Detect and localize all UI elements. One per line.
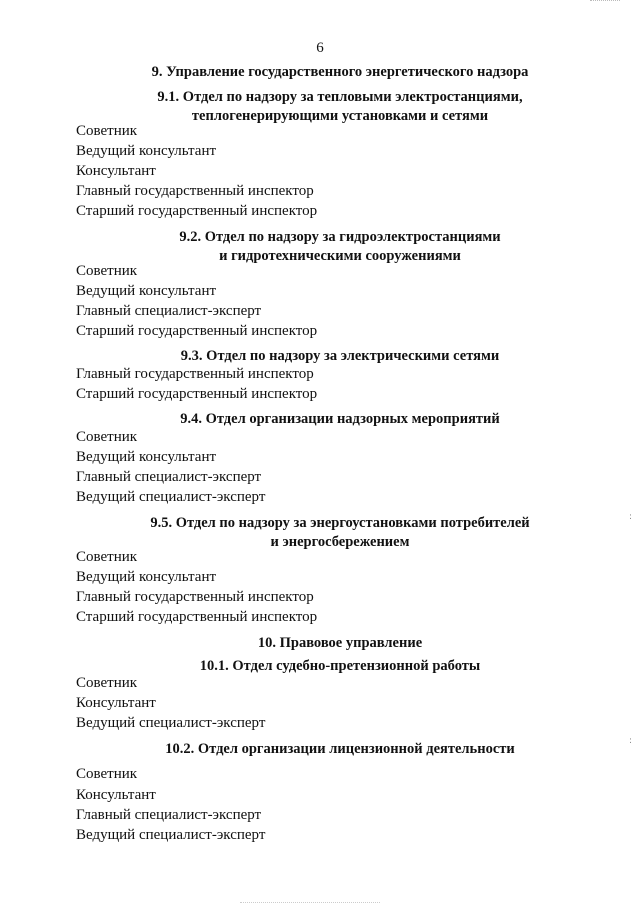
heading-section-9-1	[60, 88, 620, 126]
heading-line: 9.3. Отдел по надзору за электрическими сетями	[180, 348, 500, 364]
list-item: Советник	[76, 429, 138, 445]
scan-margin-mark: :	[628, 736, 632, 746]
heading-section-9-3	[60, 347, 620, 366]
heading-line: 9.2. Отдел по надзору за гидроэлектростанциями	[179, 229, 501, 245]
heading-section-9-5	[60, 514, 620, 552]
list-item: Ведущий специалист-эксперт	[76, 715, 266, 731]
list-item: Главный государственный инспектор	[76, 366, 314, 382]
heading-line: 9.1. Отдел по надзору за тепловыми электростанциями,	[157, 89, 523, 105]
heading-section-9	[60, 63, 620, 82]
heading-section-9-2	[60, 228, 620, 266]
list-item: Ведущий специалист-эксперт	[76, 489, 266, 505]
list-item: Советник	[76, 766, 138, 782]
heading-line: и гидротехническими сооружениями	[219, 248, 461, 264]
heading-line: 10. Правовое управление	[257, 635, 423, 651]
list-item: Ведущий консультант	[76, 283, 217, 299]
list-item: Советник	[76, 549, 138, 565]
list-item: Советник	[76, 675, 138, 691]
heading-line: 9.4. Отдел организации надзорных мероприятий	[180, 411, 500, 427]
list-item: Старший государственный инспектор	[76, 609, 318, 625]
list-item: Советник	[76, 263, 138, 279]
list-item: Ведущий консультант	[76, 143, 217, 159]
list-item: Старший государственный инспектор	[76, 203, 318, 219]
list-item: Главный специалист-эксперт	[76, 469, 262, 485]
list-item: Консультант	[76, 695, 156, 711]
list-item: Советник	[76, 123, 138, 139]
list-item: Ведущий консультант	[76, 449, 217, 465]
list-item: Главный государственный инспектор	[76, 589, 314, 605]
list-item: Консультант	[76, 787, 156, 803]
page-number: 6	[316, 40, 324, 56]
list-item: Ведущий специалист-эксперт	[76, 827, 266, 843]
scan-edge-mark	[240, 902, 380, 903]
scan-edge-mark	[590, 0, 620, 5]
heading-section-10-2	[60, 740, 620, 759]
scan-margin-mark: :	[628, 512, 632, 522]
list-item: Консультант	[76, 163, 156, 179]
heading-line: 10.1. Отдел судебно-претензионной работы	[199, 658, 481, 674]
list-item: Главный специалист-эксперт	[76, 807, 262, 823]
list-item: Главный государственный инспектор	[76, 183, 314, 199]
heading-section-10-1	[60, 657, 620, 676]
heading-line: 9.5. Отдел по надзору за энергоустановками потребителей	[150, 515, 530, 531]
heading-section-9-4	[60, 410, 620, 429]
heading-line: теплогенерирующими установками и сетями	[191, 108, 489, 124]
heading-line: 10.2. Отдел организации лицензионной деятельности	[165, 741, 515, 757]
list-item: Главный специалист-эксперт	[76, 303, 262, 319]
heading-section-10	[60, 634, 620, 653]
list-item: Старший государственный инспектор	[76, 386, 318, 402]
heading-line: 9. Управление государственного энергетического надзора	[151, 64, 529, 80]
heading-line: и энергосбережением	[270, 534, 410, 550]
list-item: Ведущий консультант	[76, 569, 217, 585]
list-item: Старший государственный инспектор	[76, 323, 318, 339]
